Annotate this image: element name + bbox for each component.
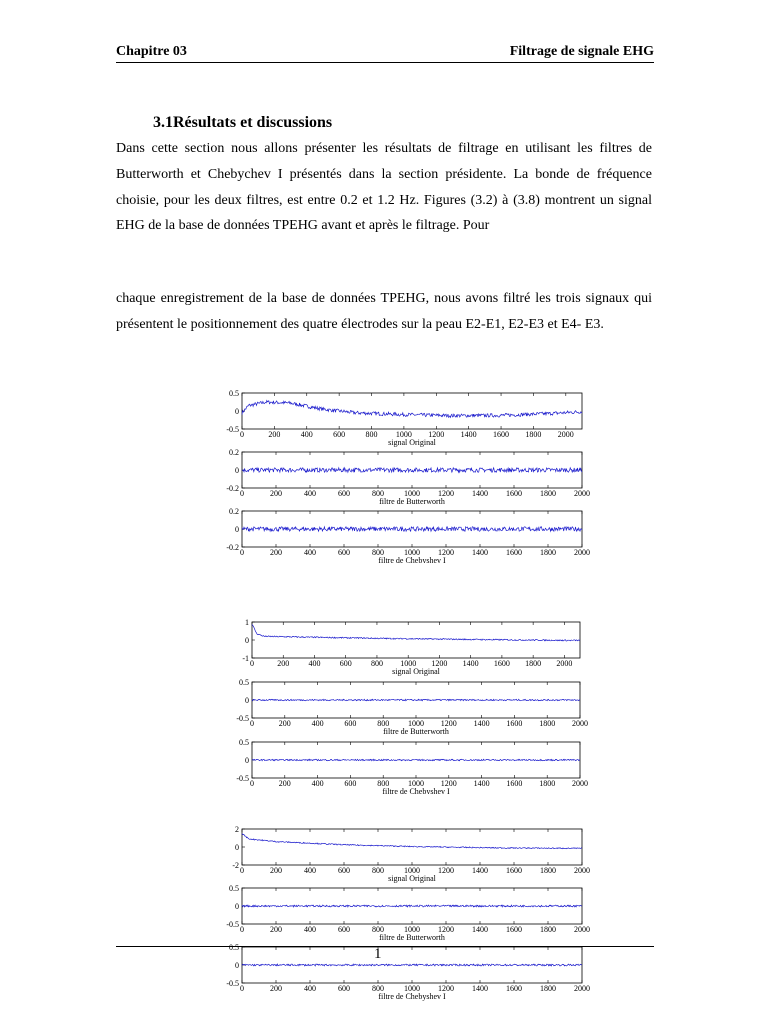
x-tick-label: 1200 [438,489,454,498]
x-tick-label: 2000 [574,489,590,498]
x-tick-label: 1600 [493,430,510,439]
y-tick-label: 0.2 [229,507,239,516]
x-tick-label: 2000 [574,984,590,993]
x-axis-label: filtre de Butterworth [383,727,449,736]
figure-2 [224,614,594,799]
x-tick-label: 1200 [438,866,454,875]
x-tick-label: 0 [250,719,254,728]
x-tick-label: 400 [304,489,316,498]
x-tick-label: 2000 [574,866,590,875]
figure-2-chart [224,614,594,794]
y-tick-label: -0.5 [236,714,249,723]
x-tick-label: 1600 [506,719,523,728]
figure-3-chart [224,822,604,1002]
y-tick-label: -0.5 [226,920,239,929]
panel-3 [236,738,588,794]
page-header [116,44,654,62]
x-tick-label: 1000 [404,548,420,557]
x-tick-label: 800 [372,866,384,875]
x-tick-label: 200 [270,548,282,557]
y-tick-label: 0.2 [229,448,239,457]
signal-line [242,401,582,418]
x-tick-label: 1600 [506,925,522,934]
x-tick-label: 800 [377,779,390,788]
x-tick-label: 1800 [540,984,556,993]
x-tick-label: 1000 [404,925,420,934]
x-tick-label: 1400 [473,779,490,788]
x-tick-label: 600 [339,659,352,668]
panel-1 [226,389,582,447]
y-tick-label: 0.5 [239,678,249,687]
x-tick-label: 0 [240,489,244,498]
section-number: 3.1 [153,114,173,131]
panel-3 [226,507,590,563]
x-tick-label: 600 [333,430,346,439]
x-tick-label: 200 [270,925,282,934]
x-tick-label: 1200 [438,548,454,557]
x-tick-label: 200 [277,659,290,668]
panel-2 [236,678,588,736]
x-axis-label: filtre de Chebyshev I [382,787,450,794]
y-tick-label: 1 [245,618,249,627]
x-tick-label: 400 [304,925,316,934]
x-tick-label: 400 [311,779,324,788]
x-tick-label: 1400 [462,659,479,668]
x-tick-label: 0 [240,984,244,993]
panel-2 [226,884,590,942]
y-tick-label: 0 [235,466,239,475]
signal-line [242,468,582,472]
y-tick-label: 0.5 [229,884,239,893]
y-tick-label: 0.5 [239,738,249,747]
x-axis-label: signal Original [392,667,440,676]
x-tick-label: 400 [300,430,313,439]
figure-1-chart [218,385,598,563]
signal-line [252,624,580,641]
section-heading [153,114,332,132]
x-tick-label: 200 [278,719,291,728]
x-tick-label: 1800 [540,925,556,934]
paragraph-2: chaque enregistrement de la base de données TPEHG, nous avons filtré les trois signaux qui présentent le positionnement des quatre électrodes sur la peau E2-E1, E2-E3 et E4- E3. [116,291,652,332]
y-tick-label: -0.5 [236,774,249,783]
x-tick-label: 600 [338,489,350,498]
x-tick-label: 200 [278,779,291,788]
x-tick-label: 1000 [404,984,420,993]
figure-1 [218,385,598,568]
x-axis-label: filtre de Butterworth [379,933,445,942]
signal-line [242,527,582,531]
x-tick-label: 1000 [408,779,424,788]
x-tick-label: 1000 [404,489,420,498]
y-tick-label: -0.5 [226,425,239,434]
x-axis-label: signal Original [388,438,436,447]
signal-line [252,699,580,700]
x-tick-label: 1200 [440,779,457,788]
panel-1 [232,825,590,883]
plot-frame [252,622,580,658]
plot-frame [242,393,582,429]
signal-line [252,759,580,760]
x-tick-label: 1200 [438,984,454,993]
x-tick-label: 600 [338,925,350,934]
x-tick-label: 600 [344,719,357,728]
x-tick-label: 1600 [506,779,523,788]
x-tick-label: 1200 [428,430,445,439]
y-tick-label: 2 [235,825,239,834]
x-axis-label: signal Original [388,874,436,883]
x-tick-label: 400 [304,866,316,875]
y-tick-label: 0 [235,902,239,911]
y-tick-label: -2 [232,861,239,870]
x-tick-label: 600 [338,984,350,993]
x-tick-label: 600 [338,866,350,875]
x-tick-label: 400 [304,984,316,993]
y-tick-label: 0 [235,843,239,852]
y-tick-label: -0.5 [226,979,239,988]
x-tick-label: 1800 [525,430,542,439]
y-tick-label: 0 [235,525,239,534]
x-tick-label: 1800 [540,866,556,875]
y-tick-label: 0.5 [229,389,239,398]
x-tick-label: 400 [311,719,324,728]
x-tick-label: 600 [338,548,350,557]
x-tick-label: 1600 [506,548,522,557]
x-tick-label: 1800 [539,719,556,728]
panel-1 [242,618,580,676]
x-tick-label: 1400 [473,719,490,728]
x-tick-label: 2000 [572,779,588,788]
section-title: Résultats et discussions [173,114,333,131]
x-axis-label: filtre de Chebyshev I [378,556,446,563]
x-axis-label: filtre de Chebyshev I [378,992,446,1001]
panel-2 [226,448,590,506]
x-tick-label: 1800 [525,659,542,668]
x-tick-label: 200 [268,430,281,439]
x-tick-label: 1600 [506,866,522,875]
x-tick-label: 200 [270,866,282,875]
x-tick-label: 800 [372,925,384,934]
chapter-label: Chapitre 03 [116,44,187,59]
x-tick-label: 800 [372,489,384,498]
y-tick-label: 0 [245,696,249,705]
plot-frame [242,829,582,865]
x-tick-label: 2000 [574,925,590,934]
x-tick-label: 1800 [540,548,556,557]
y-tick-label: 0 [245,756,249,765]
y-tick-label: -0.2 [226,543,239,552]
x-tick-label: 0 [240,548,244,557]
paragraph-1: Dans cette section nous allons présenter les résultats de filtrage en utilisant les filtres de Butterworth et Chebychev I présentés dans la section présidente. La bonde de fréquence choisie, pour les deux filtres, est entre 0.2 et 1.2 Hz. Figures (3.2) à (3.8) montrent un signal EHG de la base de données TPEHG avant et après le filtrage. Pour [116,141,652,234]
x-tick-label: 2000 [574,548,590,557]
x-tick-label: 1000 [400,659,417,668]
x-tick-label: 1600 [493,659,510,668]
page-number: 1 [374,946,382,962]
x-tick-label: 1600 [506,984,522,993]
x-tick-label: 1400 [472,548,488,557]
x-tick-label: 800 [372,984,384,993]
x-tick-label: 800 [365,430,378,439]
x-tick-label: 1400 [472,866,488,875]
x-tick-label: 0 [240,925,244,934]
x-tick-label: 2000 [572,719,588,728]
y-tick-label: 0 [245,636,249,645]
x-tick-label: 1200 [431,659,448,668]
x-tick-label: 1600 [506,489,522,498]
x-tick-label: 1200 [440,719,457,728]
x-tick-label: 400 [304,548,316,557]
signal-line [242,905,582,907]
footer-rule [116,946,654,947]
figure-3 [224,822,604,1007]
y-tick-label: 0.5 [229,943,239,952]
x-axis-label: filtre de Butterworth [379,497,445,506]
x-tick-label: 800 [372,548,384,557]
x-tick-label: 1400 [460,430,477,439]
y-tick-label: -1 [242,654,249,663]
header-rule [116,62,654,63]
x-tick-label: 1400 [472,489,488,498]
x-tick-label: 1000 [395,430,412,439]
x-tick-label: 2000 [556,659,573,668]
y-tick-label: 0 [235,961,239,970]
x-tick-label: 0 [250,779,254,788]
x-tick-label: 2000 [557,430,574,439]
chapter-title: Filtrage de signale EHG [509,44,654,59]
x-tick-label: 0 [240,430,244,439]
x-tick-label: 1800 [539,779,556,788]
x-tick-label: 1000 [408,719,424,728]
x-tick-label: 200 [270,489,282,498]
x-tick-label: 400 [308,659,321,668]
x-tick-label: 1400 [472,984,488,993]
x-tick-label: 600 [344,779,357,788]
y-tick-label: -0.2 [226,484,239,493]
y-tick-label: 0 [235,407,239,416]
x-tick-label: 1200 [438,925,454,934]
x-tick-label: 800 [377,719,390,728]
signal-line [242,964,582,966]
panel-3 [226,943,590,1001]
x-tick-label: 1400 [472,925,488,934]
x-tick-label: 1800 [540,489,556,498]
x-tick-label: 1000 [404,866,420,875]
signal-line [242,834,582,849]
x-tick-label: 200 [270,984,282,993]
x-tick-label: 0 [250,659,254,668]
x-tick-label: 800 [370,659,383,668]
x-tick-label: 0 [240,866,244,875]
